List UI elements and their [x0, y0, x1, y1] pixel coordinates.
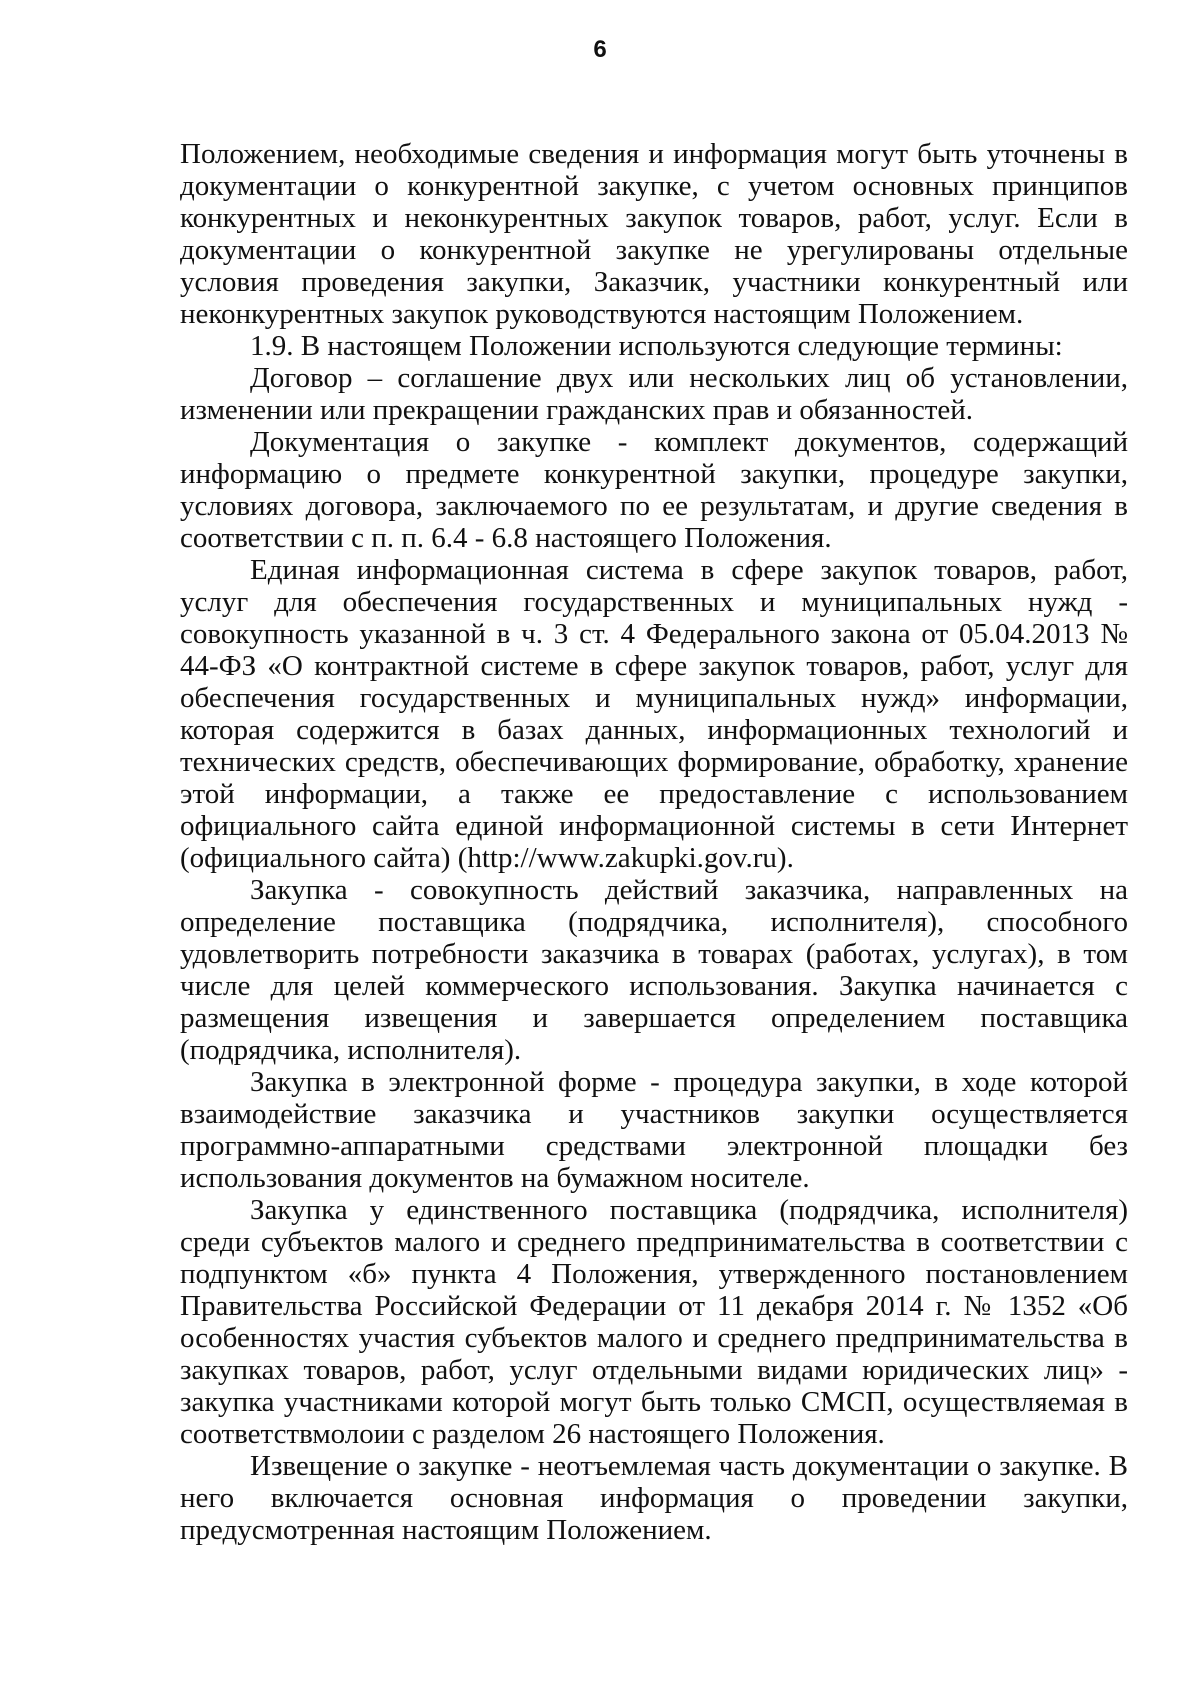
page-number: 6	[593, 36, 607, 63]
paragraph-continuation: Положением, необходимые сведения и информация могут быть уточнены в документации о конкурентной закупке, с учетом основных принципов конкурентных и неконкурентных закупок товаров, работ, услуг. Если в документации о конкурентной закупке не урегулированы отдельные условия проведения закупки, Заказчик, участники конкурентный или неконкурентных закупок руководствуются настоящим Положением.	[180, 138, 1128, 330]
paragraph-term-electronic-procurement: Закупка в электронной форме - процедура закупки, в ходе которой взаимодействие заказчика и участников закупки осуществляется программно-аппаратными средствами электронной площадки без использования документов на бумажном носителе.	[180, 1066, 1128, 1194]
paragraph-section-1-9: 1.9. В настоящем Положении используются следующие термины:	[250, 330, 1063, 362]
paragraph-term-eis: Единая информационная система в сфере закупок товаров, работ, услуг для обеспечения государственных и муниципальных нужд - совокупность указанной в ч. 3 ст. 4 Федерального закона от 05.04.2013 № 44-ФЗ «О контрактной системе в сфере закупок товаров, работ, услуг для обеспечения государственных и муниципальных нужд» информации, которая содержится в базах данных, информационных технологий и технических средств, обеспечивающих формирование, обработку, хранение этой информации, а также ее предоставление с использованием официального сайта единой информационной системы в сети Интернет (официального сайта) (http://www.zakupki.gov.ru).	[180, 554, 1128, 874]
paragraph-term-notice: Извещение о закупке - неотъемлемая часть документации о закупке. В него включается основная информация о проведении закупки, предусмотренная настоящим Положением.	[180, 1450, 1128, 1546]
paragraph-term-contract: Договор – соглашение двух или нескольких лиц об установлении, изменении или прекращении гражданских прав и обязанностей.	[180, 362, 1128, 426]
paragraph-term-procurement: Закупка - совокупность действий заказчика, направленных на определение поставщика (подрядчика, исполнителя), способного удовлетворить потребности заказчика в товарах (работах, услугах), в том числе для целей коммерческого использования. Закупка начинается с размещения извещения и завершается определением поставщика (подрядчика, исполнителя).	[180, 874, 1128, 1066]
document-body	[180, 138, 1128, 1546]
paragraph-term-documentation: Документация о закупке - комплект документов, содержащий информацию о предмете конкурентной закупки, процедуре закупки, условиях договора, заключаемого по ее результатам, и другие сведения в соответствии с п. п. 6.4 - 6.8 настоящего Положения.	[180, 426, 1128, 554]
paragraph-term-single-supplier: Закупка у единственного поставщика (подрядчика, исполнителя) среди субъектов малого и среднего предпринимательства в соответствии с подпунктом «б» пункта 4 Положения, утвержденного постановлением Правительства Российской Федерации от 11 декабря 2014 г. № 1352 «Об особенностях участия субъектов малого и среднего предпринимательства в закупках товаров, работ, услуг отдельными видами юридических лиц» - закупка участниками которой могут быть только СМСП, осуществляемая в соответствмолоии с разделом 26 настоящего Положения.	[180, 1194, 1128, 1450]
